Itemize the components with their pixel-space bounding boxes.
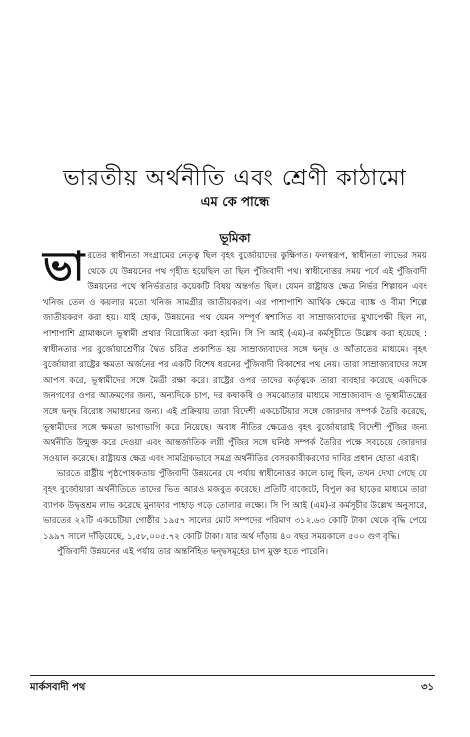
paragraph-1: [43, 243, 427, 467]
article-body: [43, 243, 427, 561]
journal-name: মার্কসবাদী পথ: [30, 682, 86, 693]
paragraph-3: পুঁজিবাদী উন্নয়নের এই পর্যায় তার অন্তর্নিহিত দ্বন্দ্বসমূহের চাপ মুক্ত হতে পারেনি।: [57, 547, 329, 558]
paragraph-2: ভারতে রাষ্ট্রীয় পৃষ্ঠপোষকতায় পুঁজিবাদী উন্নয়নের যে পর্যায় স্বাধীনোত্তর কালে চালু ছিল, তখন দেখা গেছে যে বৃহৎ বুর্জোয়ারা অর্থনীতিতে তাদের ভিত আরও মজবুত করেছে। প্রতিটি বাজেটে, বিপুল কর ছাড়ের মাধ্যমে তারা ব্যাপক উদ্বৃত্তশ্রম লাভ করেছে মুনাফার পাহাড় গড়ে তোলার লক্ষ্যে। সি পি আই (এম)-র কর্মসূচীর উল্লেখ অনুসারে, ভারতের ২২টি একচেটিয়া গোষ্ঠীর ১৯৫৭ সালের মোট সম্পদের পরিমাণ ৩১২.৬৩ কোটি টাকা থেকে বৃদ্ধি পেয়ে ১৯৯৭ সালে দাঁড়িয়েছে, ১,৫৮,০০৫.৭২ কোটি টাকা। যার অর্থ দাঁড়ায় ৪০ বছর সময়কালে ৫০০ গুণ বৃদ্ধি।: [43, 469, 427, 542]
paragraph-1-text: রতের স্বাধীনতা সংগ্রামের নেতৃত্ব ছিল বৃহৎ বুর্জোয়াদের কুক্ষিগত। ফলস্বরূপ, স্বাধীনতা লাভের সময় থেকে যে উন্নয়নের পথ গৃহীত হয়েছিল তা ছিল পুঁজিবাদী পথ। স্বাধীনোত্তর সময় পর্বে এই পুঁজিবাদী উন্নয়নের পথে স্বনির্ভরতার কয়েকটি বিষয় অন্তর্গত ছিল। যেমন রাষ্ট্রায়ত্ত ক্ষেত্র নির্ভর শিল্পায়ন এবং খনিজ তেল ও কয়লার মতো খনিজ সামগ্রীর জাতীয়করণ। এর পাশাপাশি আর্থিক ক্ষেত্রে ব্যাঙ্ক ও বীমা শিল্পে জাতীয়করণ করা হয়। যাই হোক, উন্নয়নের পথ যেমন সম্পূর্ণ স্বশাসিত বা সাম্রাজ্যবাদের মুখাপেক্ষী ছিল না, পাশাপাশি গ্রামাঞ্চলে ভূস্বামী প্রথার বিরোধিতা করা হয়নি। সি পি আই (এম)-র কর্মসূচীতে উল্লেখ করা হয়েছে : স্বাধীনতার পর বুর্জোয়াশ্রেণীর দ্বৈত চরিত্র প্রকাশিত হয় সাম্রাজ্যবাদের সঙ্গে দ্বন্দ্ব ও আঁতাতের মাধ্যমে। বৃহৎ বুর্জোয়ারা রাষ্ট্রের ক্ষমতা অর্জনের পর একটি বিশেষ ধরনের পুঁজিবাদী বিকাশের পথ নেয়। তারা সাম্রাজ্যবাদের সঙ্গে আপস করে, ভূস্বামীদের সঙ্গে মৈত্রী রক্ষা করে। রাষ্ট্রের ওপর তাদের কর্তৃত্বকে তারা ব্যবহার করেছে একদিকে জনগণের ওপর আক্রমণের জন্য, অন্যদিকে চাপ, দর কষাকষি ও সমঝোতার মাধ্যমে সাম্রাজ্যবাদ ও ভূস্বামীতন্ত্রের সঙ্গে দ্বন্দ্ব বিরোধ সমাধানের জন্য। এই প্রক্রিয়ায় তারা বিদেশী একচেটিয়ার সঙ্গে জোরদার সম্পর্ক তৈরি করেছে, ভূস্বামীদের সঙ্গে ক্ষমতা ভাগাভাগি করে নিয়েছে। অবাধ নীতির ক্ষেত্রেও বৃহৎ বুর্জোয়ারাই বিদেশী পুঁজির জন্য অর্থনীতি উন্মুক্ত করে দেওয়া এবং আন্তর্জাতিক লগ্নী পুঁজির সঙ্গে ঘনিষ্ঠ সম্পর্ক তৈরির পক্ষে সবচেয়ে জোরদার সওয়াল করেছে। রাষ্ট্রায়ত্ত ক্ষেত্র এবং সামগ্রিকভাবে সমগ্র অর্থনীতির বেসরকারীকরণের দাবির প্রধান হোতা এরাই।: [43, 251, 427, 464]
page-number: ৩১: [421, 682, 434, 693]
article-title: ভারতীয় অর্থনীতি এবং শ্রেণী কাঠামো: [63, 165, 407, 191]
section-heading: ভূমিকা: [219, 231, 251, 245]
footer-rule: [30, 675, 435, 676]
drop-cap: ভা: [43, 243, 85, 290]
article-author: এম কে পান্ধে: [200, 195, 270, 210]
